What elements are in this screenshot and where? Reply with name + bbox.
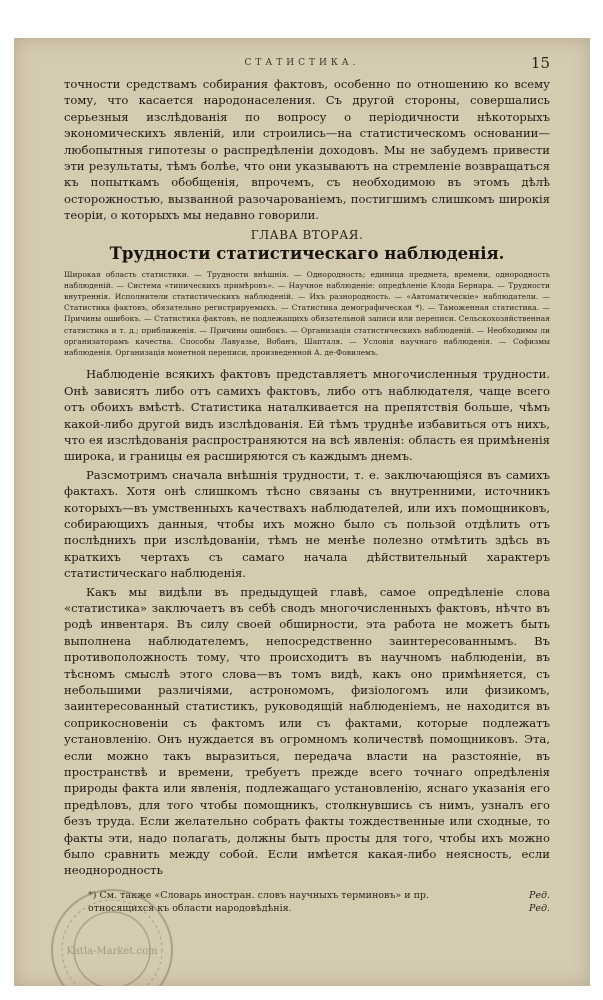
chapter-label: ГЛАВА ВТОРАЯ. <box>250 227 364 242</box>
paragraph: Какъ мы видѣли въ предыдущей главѣ, самое опредѣленіе слова «статистика» заключаетъ въ себѣ сводъ многочисленныхъ фактовъ, нѣчто въ родѣ инвентаря. Въ силу своей обширности, эта работа не можетъ быть выполнена наблюдателемъ, непосредственно заинтересованнымъ. Въ противоположность тому, что происходитъ въ научномъ наблюденіи, въ тѣсномъ смыслѣ этого слова—въ томъ видѣ, какъ оно примѣняется, съ небольшими различіями, астрономомъ, физіологомъ или физикомъ, заинтересованный статистикъ, руководящій наблюденіемъ, не находится въ соприкосновеніи съ фактомъ или съ фактами, которые подлежатъ установленію. Онъ нуждается въ огромномъ количествѣ помощниковъ. Эта, если можно такъ выразиться, передача власти на разстояніе, въ пространствѣ и времени, требуетъ прежде всего точнаго опредѣленія природы факта или явленія, подлежащаго установленію, яснаго указанія его предѣловъ, для того чтобы помощникъ, столкнувшись съ нимъ, узналъ его безъ труда. Если желательно собрать факты тождественные или сходные, то факты эти, надо полагать, должны быть просты для того, чтобы ихъ можно было сравнить между собой. Если имѣется какая-либо неясность, если неоднородность <box>64 584 550 878</box>
chapter-summary: Широкая область статистики. — Трудности внѣшнія. — Однородность; единица предмета, времени, однородность наблюденій. — Система «типическихъ примѣровъ». — Научное наблюденіе: опредѣленіе Клода Бернара. — Трудности внутреннія. Исполнители статистическихъ наблюденій. — Ихъ разнородность. — «Автоматическіе» наблюдатели. — Статистика фактовъ, обязательно регистрируемыхъ. — Статистика демографическая *). — Таможенная статистика. — Причины ошибокъ. — Статистика фактовъ, не подлежащихъ обязательной записи или переписи. Сельскохозяйственная статистика и т. д.; приближенія. — Причины ошибокъ. — Организація статистическихъ наблюденій. — Необходимы ли организаторамъ качества. Способы Лавуазье, Вобанъ, Шапталя. — Условія научнаго наблюденія. — Софизмы наблюденія. Организація монетной переписи, произведенной А. де-Фовилемъ. <box>64 269 550 358</box>
page-number: 15 <box>530 54 550 72</box>
chapter-title: Трудности статистическаго наблюденія. <box>109 243 505 263</box>
book-page <box>14 38 590 986</box>
footnote-text: относящихся къ области народовѣдѣнія. <box>88 902 292 914</box>
page-content <box>64 76 550 915</box>
watermark-stamp <box>48 886 176 986</box>
footnote-sign: Ред. <box>528 889 550 901</box>
footnote-sign: Ред. <box>528 902 550 914</box>
running-title: СТАТИСТИКА. <box>244 58 360 68</box>
intro-paragraph: точности средствамъ собирания фактовъ, особенно по отношению ко всему тому, что касается народонаселения. Съ другой стороны, совершались серьезныя изслѣдованія по вопросу о періодичности нѣкоторыхъ экономическихъ явленій, или строились—на статистическомъ основании—любопытныя гипотезы о распредѣленіи доходовъ. Мы не забудемъ привести эти результаты, тѣмъ болѣе, что они указываютъ на стремленіе возвращаться къ попыткамъ обобщенія, впрочемъ, съ необходимою въ этомъ дѣлѣ осторожностью, вызванной разочарованіемъ, постигшимъ слишкомъ широкія теоріи, о которыхъ мы недавно говорили. <box>64 77 550 223</box>
paragraph: Наблюденіе всякихъ фактовъ представляетъ многочисленныя трудности. Онѣ зависятъ либо отъ самихъ фактовъ, либо отъ наблюдателя, чаще всего отъ обоихъ вмѣстѣ. Статистика наталкивается на препятствія больше, чѣмъ какой-либо другой видъ изслѣдованія. Ей тѣмъ труднѣе избавиться отъ нихъ, что ея изслѣдованія распространяются на всѣ явленія: область ея примѣненія широка, и границы ея расширяются съ каждымъ днемъ. <box>64 367 550 464</box>
watermark-text: Katla-Market.com <box>66 946 158 957</box>
paragraph: Разсмотримъ сначала внѣшнія трудности, т. е. заключающіяся въ самихъ фактахъ. Хотя онѣ слишкомъ тѣсно связаны съ внутренними, источникъ которыхъ—въ умственныхъ качествахъ наблюдателей, или ихъ помощниковъ, собирающихъ данныя, чтобы ихъ можно было съ пользой отдѣлить отъ послѣднихъ при изслѣдованіи, тѣмъ не менѣе полезно отмѣтить здѣсь въ краткихъ чертахъ съ самаго начала дѣйствительный характеръ статистическаго наблюденія. <box>64 467 550 581</box>
footnote-text: *) См. также «Словарь иностран. словъ научныхъ терминовъ» и пр. <box>88 889 430 901</box>
